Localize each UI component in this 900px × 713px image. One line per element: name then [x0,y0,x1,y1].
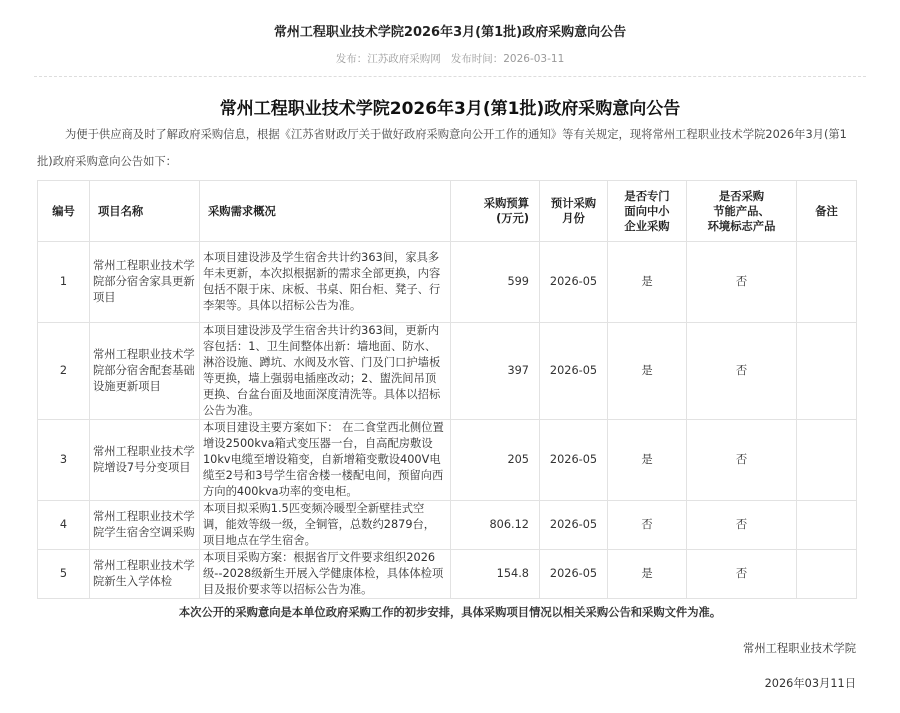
publish-time-label: 发布时间： [450,53,504,65]
row-no: 2 [38,323,90,420]
header-month [540,181,608,242]
signature-org: 常州工程职业技术学院 [743,642,856,655]
header-desc: 采购需求概况 [200,181,451,242]
row-remark [797,323,857,420]
row-budget: 397 [451,323,540,420]
header-budget-line2: (万元) [496,212,529,225]
header-eco-line1: 是否采购 [718,189,765,203]
row-project-name: 常州工程职业技术学院部分宿舍家具更新项目 [90,242,200,323]
row-budget: 205 [451,420,540,501]
header-eco-line2: 节能产品、 [713,204,770,218]
row-month: 2026-05 [540,323,608,420]
table-row [38,501,857,550]
table-row [38,323,857,420]
row-eco: 否 [687,420,797,501]
row-remark [797,420,857,501]
header-remark: 备注 [797,181,857,242]
table-row [38,550,857,599]
row-sme: 是 [608,242,687,323]
header-sme-line3: 企业采购 [624,219,670,233]
header-name: 项目名称 [90,181,200,242]
row-sme: 是 [608,323,687,420]
row-sme: 是 [608,550,687,599]
row-month: 2026-05 [540,420,608,501]
table-row [38,242,857,323]
row-eco: 否 [687,323,797,420]
row-description: 本项目建设涉及学生宿舍共计约363间，更新内容包括：1、卫生间整体出新：墙地面、防水、淋浴设施、蹲坑、水阀及水管、门及门口护墙板等更换，墙上强弱电插座改动；2、盥洗间吊顶更换、台盆台面及地面深度清洗等。具体以招标公告为准。 [200,323,451,420]
row-sme: 是 [608,420,687,501]
row-project-name: 常州工程职业技术学院部分宿舍配套基础设施更新项目 [90,323,200,420]
row-month: 2026-05 [540,501,608,550]
row-project-name: 常州工程职业技术学院增设7号分变项目 [90,420,200,501]
row-budget: 806.12 [451,501,540,550]
row-no: 3 [38,420,90,501]
row-budget: 154.8 [451,550,540,599]
row-remark [797,550,857,599]
procurement-table [37,180,857,599]
header-month-line1: 预计采购 [550,197,597,210]
row-eco: 否 [687,501,797,550]
header-budget [451,181,540,242]
row-budget: 599 [451,242,540,323]
row-description: 本项目采购方案：根据省厅文件要求组织2026级--2028级新生开展入学健康体检，具体体检项目及报价要求等以招标公告为准。 [200,550,451,599]
table-header-row [38,181,857,242]
row-eco: 否 [687,242,797,323]
header-sme-line1: 是否专门 [624,189,670,203]
header-sme-line2: 面向中小 [624,204,670,218]
header-divider [34,76,866,77]
row-no: 1 [38,242,90,323]
header-no: 编号 [38,181,90,242]
article-footnote: 本次公开的采购意向是本单位政府采购工作的初步安排，具体采购项目情况以相关采购公告和采购文件为准。 [178,606,722,619]
row-month: 2026-05 [540,242,608,323]
row-no: 4 [38,501,90,550]
header-title: 常州工程职业技术学院2026年3月(第1批)政府采购意向公告 [273,25,627,40]
article-title: 常州工程职业技术学院2026年3月(第1批)政府采购意向公告 [219,99,681,119]
row-project-name: 常州工程职业技术学院学生宿舍空调采购 [90,501,200,550]
row-sme: 否 [608,501,687,550]
publish-time: 2026-03-11 [503,53,565,65]
header-eco [687,181,797,242]
header-sme [608,181,687,242]
row-eco: 否 [687,550,797,599]
row-project-name: 常州工程职业技术学院新生入学体检 [90,550,200,599]
article-intro: 为便于供应商及时了解政府采购信息，根据《江苏省财政厅关于做好政府采购意向公开工作的通知》等有关规定，现将常州工程职业技术学院2026年3月(第1批)政府采购意向公告如下： [37,128,847,168]
row-description: 本项目建设涉及学生宿舍共计约363间，家具多年未更新，本次拟根据新的需求全部更换，内容包括不限于床、床板、书桌、阳台柜、凳子、行李架等。具体以招标公告为准。 [200,242,451,323]
row-no: 5 [38,550,90,599]
header-budget-line1: 采购预算 [483,197,529,210]
row-remark [797,501,857,550]
row-description: 本项目建设主要方案如下： 在二食堂西北侧位置增设2500kva箱式变压器一台，自高配房敷设10kv电缆至增设箱变，自新增箱变敷设400V电缆至2号和3号学生宿舍楼一楼配电间，预留向西方向的400kva功率的变电柜。 [200,420,451,501]
signature-date: 2026年03月11日 [764,677,856,690]
row-description: 本项目拟采购1.5匹变频冷暖型全新壁挂式空调，能效等级一级，全铜管，总数约2879台，项目地点在学生宿舍。 [200,501,451,550]
publisher-name: 江苏政府采购网 [367,53,441,65]
publish-meta [0,51,900,66]
row-month: 2026-05 [540,550,608,599]
header-month-line2: 月份 [562,212,585,225]
table-row [38,420,857,501]
header-eco-line3: 环境标志产品 [707,219,776,233]
publisher-label: 发布： [335,53,368,65]
row-remark [797,242,857,323]
